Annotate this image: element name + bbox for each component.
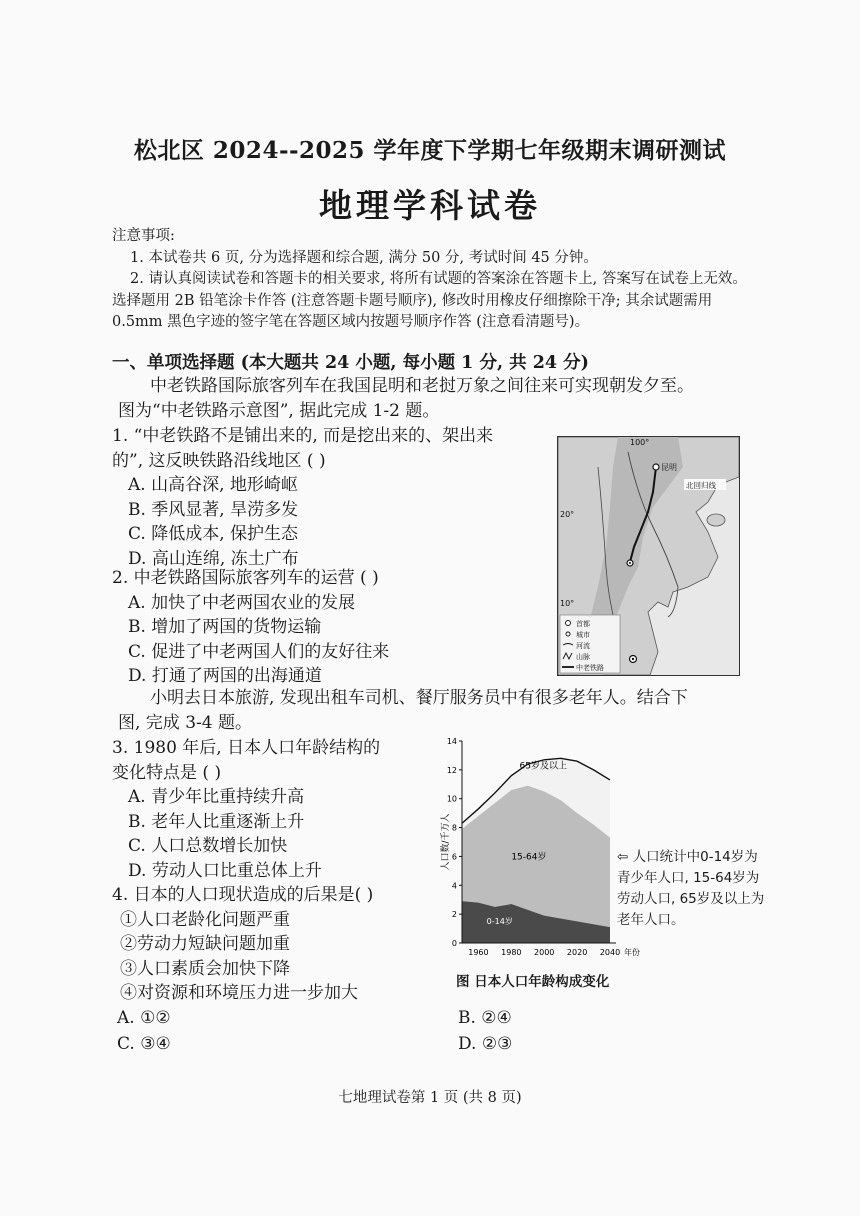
note-item-1: 1. 本试卷共 6 页, 分为选择题和综合题, 满分 50 分, 考试时间 45 分钟。	[130, 249, 598, 266]
q1-option-d[interactable]: D. 高山连绵, 冻土广布	[128, 548, 299, 569]
q2-option-c[interactable]: C. 促进了中老两国人们的友好往来	[128, 641, 390, 662]
x-tick-label: 2000	[534, 948, 555, 957]
intro-railway-line2: 图为“中老铁路示意图”, 据此完成 1-2 题。	[118, 401, 440, 421]
x-tick-label: 2020	[566, 948, 588, 957]
q4-item-1: ①人口老龄化问题严重	[120, 909, 290, 930]
legend-capital: 首都	[576, 620, 590, 628]
exam-title: 松北区 2024--2025 学年度下学期七年级期末调研测试	[133, 137, 727, 164]
q4-option-c[interactable]: C. ③④	[117, 1034, 171, 1054]
intro-japan-line2: 图, 完成 3-4 题。	[118, 713, 252, 733]
y-tick-label: 2	[451, 910, 457, 920]
intro-railway-line1: 中老铁路国际旅客列车在我国昆明和老挝万象之间往来可实现朝发夕至。	[150, 376, 694, 396]
y-tick-label: 0	[451, 939, 457, 948]
legend-city: 城市	[576, 631, 590, 639]
q1-stem-line1: 1. “中老铁路不是铺出来的, 而是挖出来的、架出来	[112, 426, 494, 446]
y-tick-label: 12	[446, 765, 457, 775]
q2-option-b[interactable]: B. 增加了两国的货物运输	[128, 617, 322, 637]
y-tick-label: 4	[451, 881, 457, 891]
legend-mountain: 山脉	[576, 653, 590, 661]
q2-option-d[interactable]: D. 打通了两国的出海通道	[128, 666, 322, 686]
q4-option-d[interactable]: D. ②③	[458, 1034, 513, 1054]
q1-option-a[interactable]: A. 山高谷深, 地形崎岖	[128, 475, 298, 495]
q4-stem: 4. 日本的人口现状造成的后果是( )	[112, 885, 374, 905]
question-4	[112, 883, 373, 1006]
q1-option-b[interactable]: B. 季风显著, 旱涝多发	[128, 499, 299, 520]
section-title: 一、单项选择题 (本大题共 24 小题, 每小题 1 分, 共 24 分)	[112, 353, 589, 373]
q1-stem-line2: 的”, 这反映铁路沿线地区 ( )	[112, 450, 326, 471]
question-3	[112, 736, 380, 883]
q3-option-d[interactable]: D. 劳动人口比重总体上升	[128, 860, 322, 881]
population-chart-svg	[440, 733, 640, 963]
q3-option-b[interactable]: B. 老年人比重逐渐上升	[128, 811, 305, 832]
japan-population-chart	[440, 733, 640, 963]
svg-text:100°	[630, 438, 649, 447]
q4-option-a[interactable]: A. ①②	[117, 1008, 171, 1028]
x-tick-label: 1960	[468, 948, 489, 957]
y-tick-label: 8	[451, 823, 457, 833]
map-kunming-label: 昆明	[661, 463, 677, 472]
map-drawing	[558, 437, 739, 675]
subject-title: 地理学科试卷	[319, 186, 541, 225]
map-tropic-label: 北回归线	[686, 481, 716, 490]
page-footer: 七地理试卷第 1 页 (共 8 页)	[338, 1090, 522, 1106]
q3-option-a[interactable]: A. 青少年比重持续升高	[128, 787, 305, 807]
notes-heading: 注意事项:	[112, 228, 175, 244]
label-young: 0-14岁	[486, 917, 513, 927]
q2-option-a[interactable]: A. 加快了中老两国农业的发展	[128, 592, 356, 613]
chart-note: ⇦ 人口统计中0-14岁为青少年人口, 15-64岁为劳动人口, 65岁及以上为老年人口。	[617, 849, 765, 928]
x-tick-label: 2040	[599, 948, 621, 957]
chart-caption: 图 日本人口年龄构成变化	[456, 974, 610, 990]
y-tick-label: 6	[451, 852, 457, 862]
y-axis-label: 人口数/千万人	[441, 813, 451, 871]
x-tick-label: 1980	[501, 948, 522, 957]
legend-railway: 中老铁路	[576, 664, 604, 672]
q1-option-c[interactable]: C. 降低成本, 保护生态	[128, 524, 299, 544]
q3-stem-line1: 3. 1980 年后, 日本人口年龄结构的	[112, 738, 381, 758]
q2-stem: 2. 中老铁路国际旅客列车的运营 ( )	[112, 568, 379, 588]
q4-item-2: ②劳动力短缺问题加重	[120, 934, 290, 954]
question-2	[112, 566, 389, 689]
label-old: 65岁及以上	[519, 761, 568, 772]
map-lat10-label: 10°	[560, 599, 575, 608]
exam-notes	[112, 226, 752, 334]
q3-option-c[interactable]: C. 人口总数增长加快	[128, 836, 288, 856]
label-work: 15-64岁	[511, 852, 547, 863]
x-axis-label: 年份	[624, 948, 640, 957]
map-lat20-label: 20°	[560, 510, 575, 519]
q4-option-b[interactable]: B. ②④	[458, 1008, 512, 1028]
china-laos-railway-map	[557, 436, 740, 676]
intro-japan-line1: 小明去日本旅游, 发现出租车司机、餐厅服务员中有很多老年人。结合下	[150, 688, 688, 708]
question-1	[112, 424, 493, 571]
note-item-2: 2. 请认真阅读试卷和答题卡的相关要求, 将所有试题的答案涂在答题卡上, 答案写在试卷上无效。选择题用 2B 铅笔涂卡作答 (注意答题卡题号顺序), 修改时用橡皮仔细擦除干净; 其余试题需用 0.5mm 黑色字迹的签字笔在答题区域内按题号顺序作答 (注意看清题号)。	[112, 271, 747, 330]
q4-item-3: ③人口素质会加快下降	[120, 958, 290, 979]
legend-river: 河流	[576, 642, 590, 650]
q3-stem-line2: 变化特点是 ( )	[112, 762, 222, 783]
y-tick-label: 14	[446, 737, 457, 746]
q4-item-4: ④对资源和环境压力进一步加大	[120, 983, 358, 1003]
map-lon-label: 100°	[630, 438, 650, 447]
y-tick-label: 10	[446, 794, 457, 804]
